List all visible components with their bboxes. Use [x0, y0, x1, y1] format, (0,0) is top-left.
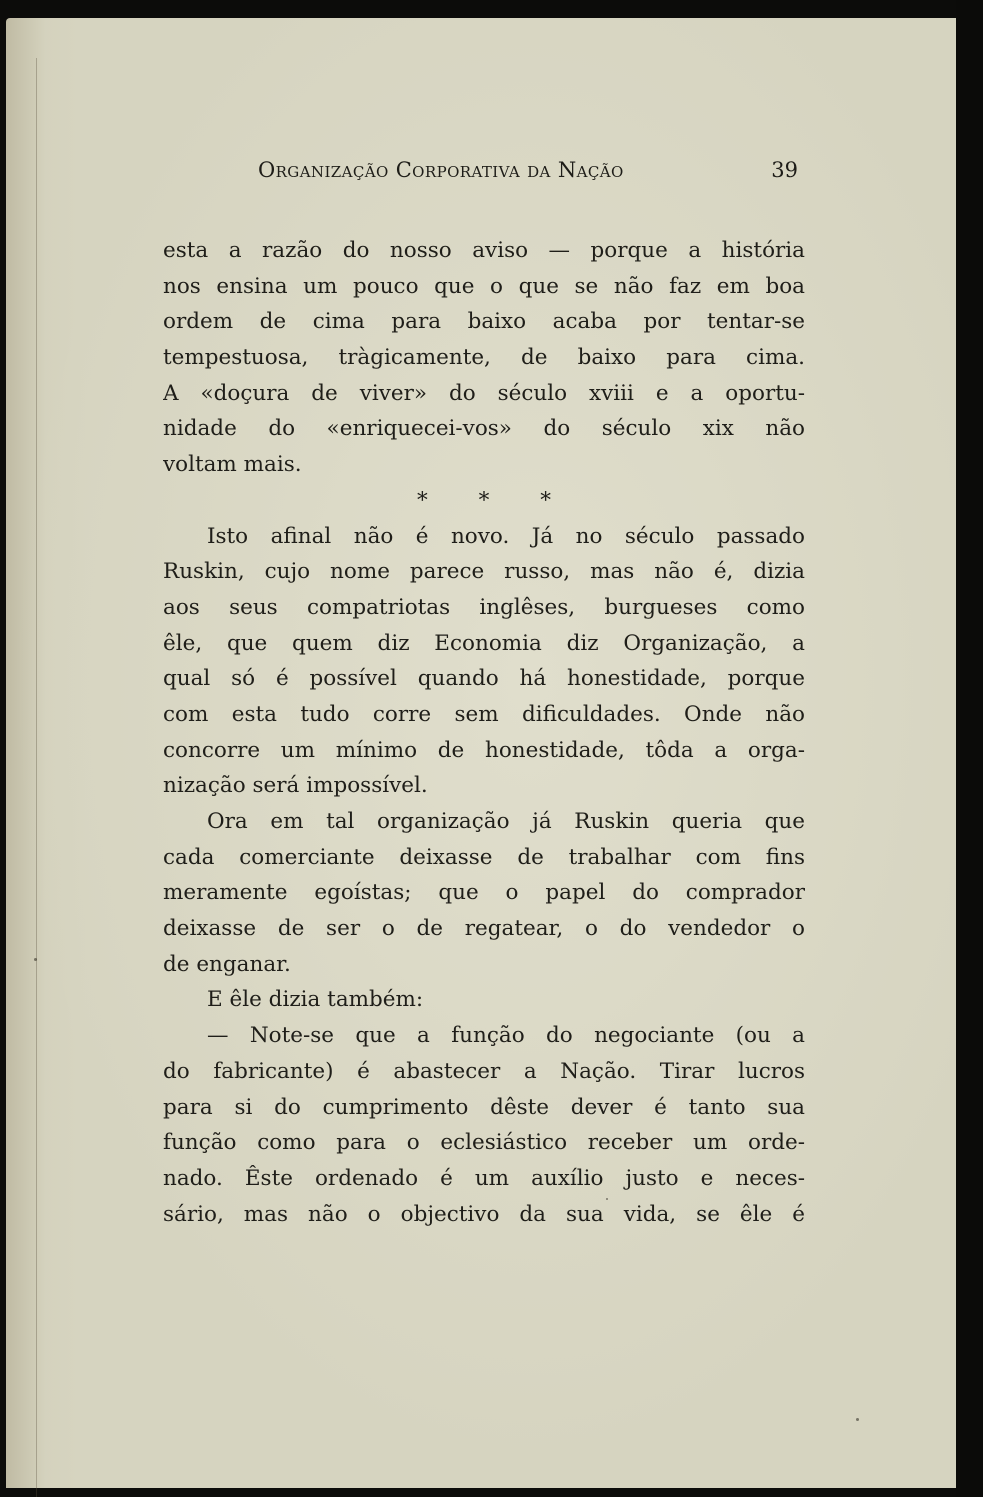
text-line: êle, que quem diz Economia diz Organização, a	[163, 630, 805, 656]
text-line: sário, mas não o objectivo da sua vida, se êle é	[163, 1201, 805, 1227]
text-line: concorre um mínimo de honestidade, tôda a orga-	[163, 737, 805, 763]
text-line: do fabricante) é abastecer a Nação. Tirar lucros	[163, 1058, 805, 1084]
text-line: para si do cumprimento dêste dever é tanto sua	[163, 1094, 805, 1120]
text-line: função como para o eclesiástico receber um orde-	[163, 1130, 805, 1156]
text-line: tempestuosa, tràgicamente, de baixo para cima.	[163, 345, 805, 371]
text-line: E êle dizia também:	[207, 987, 424, 1013]
text-line: — Note-se que a função do negociante (ou a	[207, 1023, 805, 1049]
text-line: nidade do «enriquecei-vos» do século xix não	[163, 416, 805, 442]
text-line: nização será impossível.	[163, 773, 428, 799]
text-line: aos seus compatriotas inglêses, burgueses como	[163, 594, 805, 620]
running-header	[258, 158, 804, 190]
body-text	[163, 233, 805, 1232]
text-line: com esta tudo corre sem dificuldades. Onde não	[163, 701, 805, 727]
text-line: meramente egoístas; que o papel do comprador	[163, 880, 805, 906]
text-line: nos ensina um pouco que o que se não faz em boa	[163, 273, 805, 299]
gutter-shadow	[36, 58, 37, 1497]
text-line: voltam mais.	[163, 452, 302, 478]
text-line: qual só é possível quando há honestidade, porque	[163, 666, 805, 692]
text-line: nado. Êste ordenado é um auxílio justo e neces-	[163, 1165, 805, 1191]
text-line: de enganar.	[163, 951, 291, 977]
section-break: * * *	[417, 487, 573, 513]
text-line: Ruskin, cujo nome parece russo, mas não é, dizia	[163, 559, 805, 585]
running-title: Organização Corporativa da Nação	[258, 158, 624, 182]
scan-edge	[956, 0, 983, 1497]
page-number: 39	[771, 158, 798, 182]
text-line: ordem de cima para baixo acaba por tentar-se	[163, 309, 805, 335]
text-line: cada comerciante deixasse de trabalhar com fins	[163, 844, 805, 870]
text-line: Isto afinal não é novo. Já no século passado	[207, 523, 805, 549]
text-line: esta a razão do nosso aviso — porque a história	[163, 238, 805, 263]
text-line: A «doçura de viver» do século xviii e a oportu-	[163, 380, 805, 406]
text-line: Ora em tal organização já Ruskin queria que	[207, 809, 805, 834]
text-line: deixasse de ser o de regatear, o do vendedor o	[163, 916, 805, 942]
